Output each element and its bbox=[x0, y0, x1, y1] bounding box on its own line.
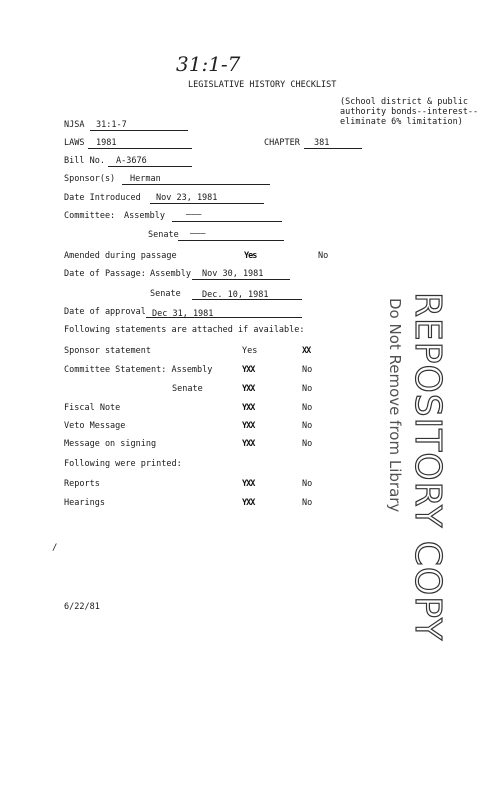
statement-label: Senate bbox=[172, 384, 203, 394]
statement-yes-struck: YXX bbox=[242, 384, 255, 394]
passage-assembly-value: Nov 30, 1981 bbox=[202, 269, 264, 279]
statement-label: Sponsor statement bbox=[64, 346, 151, 356]
statement-label: Fiscal Note bbox=[64, 403, 121, 413]
njsa-value: 31:1-7 bbox=[96, 120, 127, 130]
statement-yes-struck: YXX bbox=[242, 365, 255, 375]
bill-value: A-3676 bbox=[116, 156, 147, 166]
sponsor-underline bbox=[122, 184, 270, 185]
do-not-remove-stamp: Do Not Remove from Library bbox=[386, 298, 404, 513]
approval-label: Date of approval bbox=[64, 307, 146, 317]
statement-no: No bbox=[302, 365, 313, 375]
document-title: LEGISLATIVE HISTORY CHECKLIST bbox=[188, 80, 337, 90]
printed-no: No bbox=[302, 479, 313, 489]
statement-no: No bbox=[302, 421, 313, 431]
printed-label: Reports bbox=[64, 479, 100, 489]
statement-no: No bbox=[302, 403, 313, 413]
statement-yes-struck: YXX bbox=[242, 439, 255, 449]
date-introduced-label: Date Introduced bbox=[64, 193, 141, 203]
statement-no: No bbox=[302, 439, 313, 449]
footer-date: 6/22/81 bbox=[64, 602, 100, 612]
statement-no-struck: XX bbox=[302, 346, 311, 356]
laws-underline bbox=[88, 148, 192, 149]
printed-heading: Following were printed: bbox=[64, 459, 182, 469]
statements-heading: Following statements are attached if available: bbox=[64, 325, 305, 335]
statement-label: Message on signing bbox=[64, 439, 157, 449]
committee-assembly-underline bbox=[172, 221, 282, 222]
passage-label: Date of Passage: bbox=[64, 269, 146, 279]
bill-underline bbox=[108, 166, 192, 167]
sponsor-label: Sponsor(s) bbox=[64, 174, 116, 184]
chapter-underline bbox=[304, 148, 362, 149]
repository-copy-stamp: REPOSITORY COPY bbox=[407, 292, 448, 642]
committee-senate-value: ——— bbox=[190, 229, 206, 239]
chapter-label: CHAPTER bbox=[264, 138, 300, 148]
approval-value: Dec 31, 1981 bbox=[152, 309, 214, 319]
amended-no: No bbox=[318, 251, 329, 261]
committee-senate-label: Senate bbox=[148, 230, 179, 240]
passage-senate-label: Senate bbox=[150, 289, 181, 299]
statement-yes-struck: YXX bbox=[242, 403, 255, 413]
njsa-underline bbox=[90, 130, 188, 131]
statement-no: No bbox=[302, 384, 313, 394]
passage-assembly-underline bbox=[192, 279, 290, 280]
amended-yes-struck: Yes bbox=[244, 251, 257, 261]
committee-senate-underline bbox=[178, 240, 284, 241]
committee-assembly-label: Assembly bbox=[124, 211, 165, 221]
stray-mark: / bbox=[52, 543, 58, 553]
approval-underline bbox=[146, 317, 302, 318]
laws-label: LAWS bbox=[64, 138, 85, 148]
printed-no: No bbox=[302, 498, 313, 508]
passage-assembly-label: Assembly bbox=[150, 269, 191, 279]
statement-label: Veto Message bbox=[64, 421, 126, 431]
njsa-label: NJSA bbox=[64, 120, 85, 130]
committee-assembly-value: ——— bbox=[186, 210, 202, 220]
date-introduced-underline bbox=[150, 203, 264, 204]
bill-label: Bill No. bbox=[64, 156, 105, 166]
committee-label: Committee: bbox=[64, 211, 116, 221]
statement-label: Committee Statement: Assembly bbox=[64, 365, 213, 375]
statement-yes-struck: YXX bbox=[242, 421, 255, 431]
printed-yes-struck: YXX bbox=[242, 498, 255, 508]
passage-senate-underline bbox=[192, 299, 302, 300]
laws-value: 1981 bbox=[96, 138, 117, 148]
subject-note: (School district & public authority bonds--interest-- eliminate 6% limitation) bbox=[340, 97, 479, 127]
chapter-value: 381 bbox=[314, 138, 330, 148]
handwritten-header: 31:1-7 bbox=[176, 52, 241, 76]
amended-label: Amended during passage bbox=[64, 251, 177, 261]
passage-senate-value: Dec. 10, 1981 bbox=[202, 290, 269, 300]
sponsor-value: Herman bbox=[130, 174, 161, 184]
date-introduced-value: Nov 23, 1981 bbox=[156, 193, 218, 203]
printed-label: Hearings bbox=[64, 498, 105, 508]
printed-yes-struck: YXX bbox=[242, 479, 255, 489]
statement-yes: Yes bbox=[242, 346, 258, 356]
